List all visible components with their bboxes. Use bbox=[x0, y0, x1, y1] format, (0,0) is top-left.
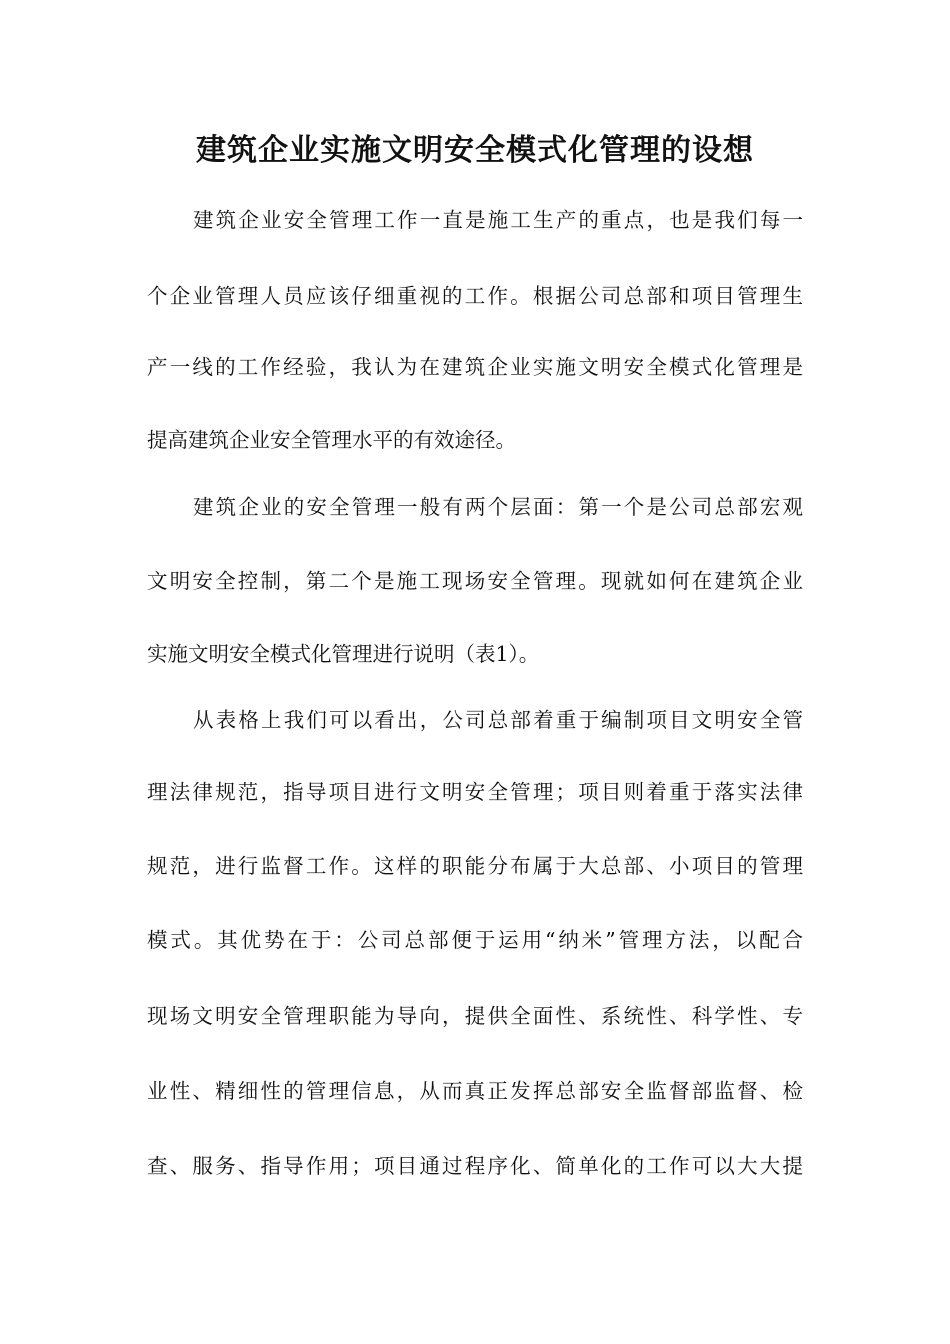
paragraph-2-line-1: 建筑企业的安全管理一般有两个层面：第一个是公司总部宏观 bbox=[193, 495, 803, 519]
paragraph-2-line-3: 实施文明安全模式化管理进行说明（表1）。 bbox=[147, 642, 540, 666]
paragraph-3-line-1: 从表格上我们可以看出，公司总部着重于编制项目文明安全管 bbox=[193, 708, 803, 732]
paragraph-1-line-3: 产一线的工作经验，我认为在建筑企业实施文明安全模式化管理是 bbox=[147, 355, 803, 379]
paragraph-3-line-7: 查、服务、指导作用；项目通过程序化、简单化的工作可以大大提 bbox=[147, 1154, 803, 1178]
paragraph-1-line-4: 提高建筑企业安全管理水平的有效途径。 bbox=[147, 428, 516, 452]
paragraph-3-line-4: 模式。其优势在于：公司总部便于运用“纳米”管理方法，以配合 bbox=[147, 928, 803, 952]
paragraph-3-line-3: 规范，进行监督工作。这样的职能分布属于大总部、小项目的管理 bbox=[147, 854, 803, 878]
paragraph-3-line-2: 理法律规范，指导项目进行文明安全管理；项目则着重于落实法律 bbox=[147, 780, 803, 804]
paragraph-1-line-1: 建筑企业安全管理工作一直是施工生产的重点，也是我们每一 bbox=[193, 208, 803, 232]
paragraph-3-line-5: 现场文明安全管理职能为导向，提供全面性、系统性、科学性、专 bbox=[147, 1004, 803, 1028]
paragraph-2-line-2: 文明安全控制，第二个是施工现场安全管理。现就如何在建筑企业 bbox=[147, 569, 803, 593]
paragraph-1-line-2: 个企业管理人员应该仔细重视的工作。根据公司总部和项目管理生 bbox=[147, 284, 803, 308]
document-title: 建筑企业实施文明安全模式化管理的设想 bbox=[196, 133, 754, 168]
paragraph-3-line-6: 业性、精细性的管理信息，从而真正发挥总部安全监督部监督、检 bbox=[147, 1079, 803, 1103]
